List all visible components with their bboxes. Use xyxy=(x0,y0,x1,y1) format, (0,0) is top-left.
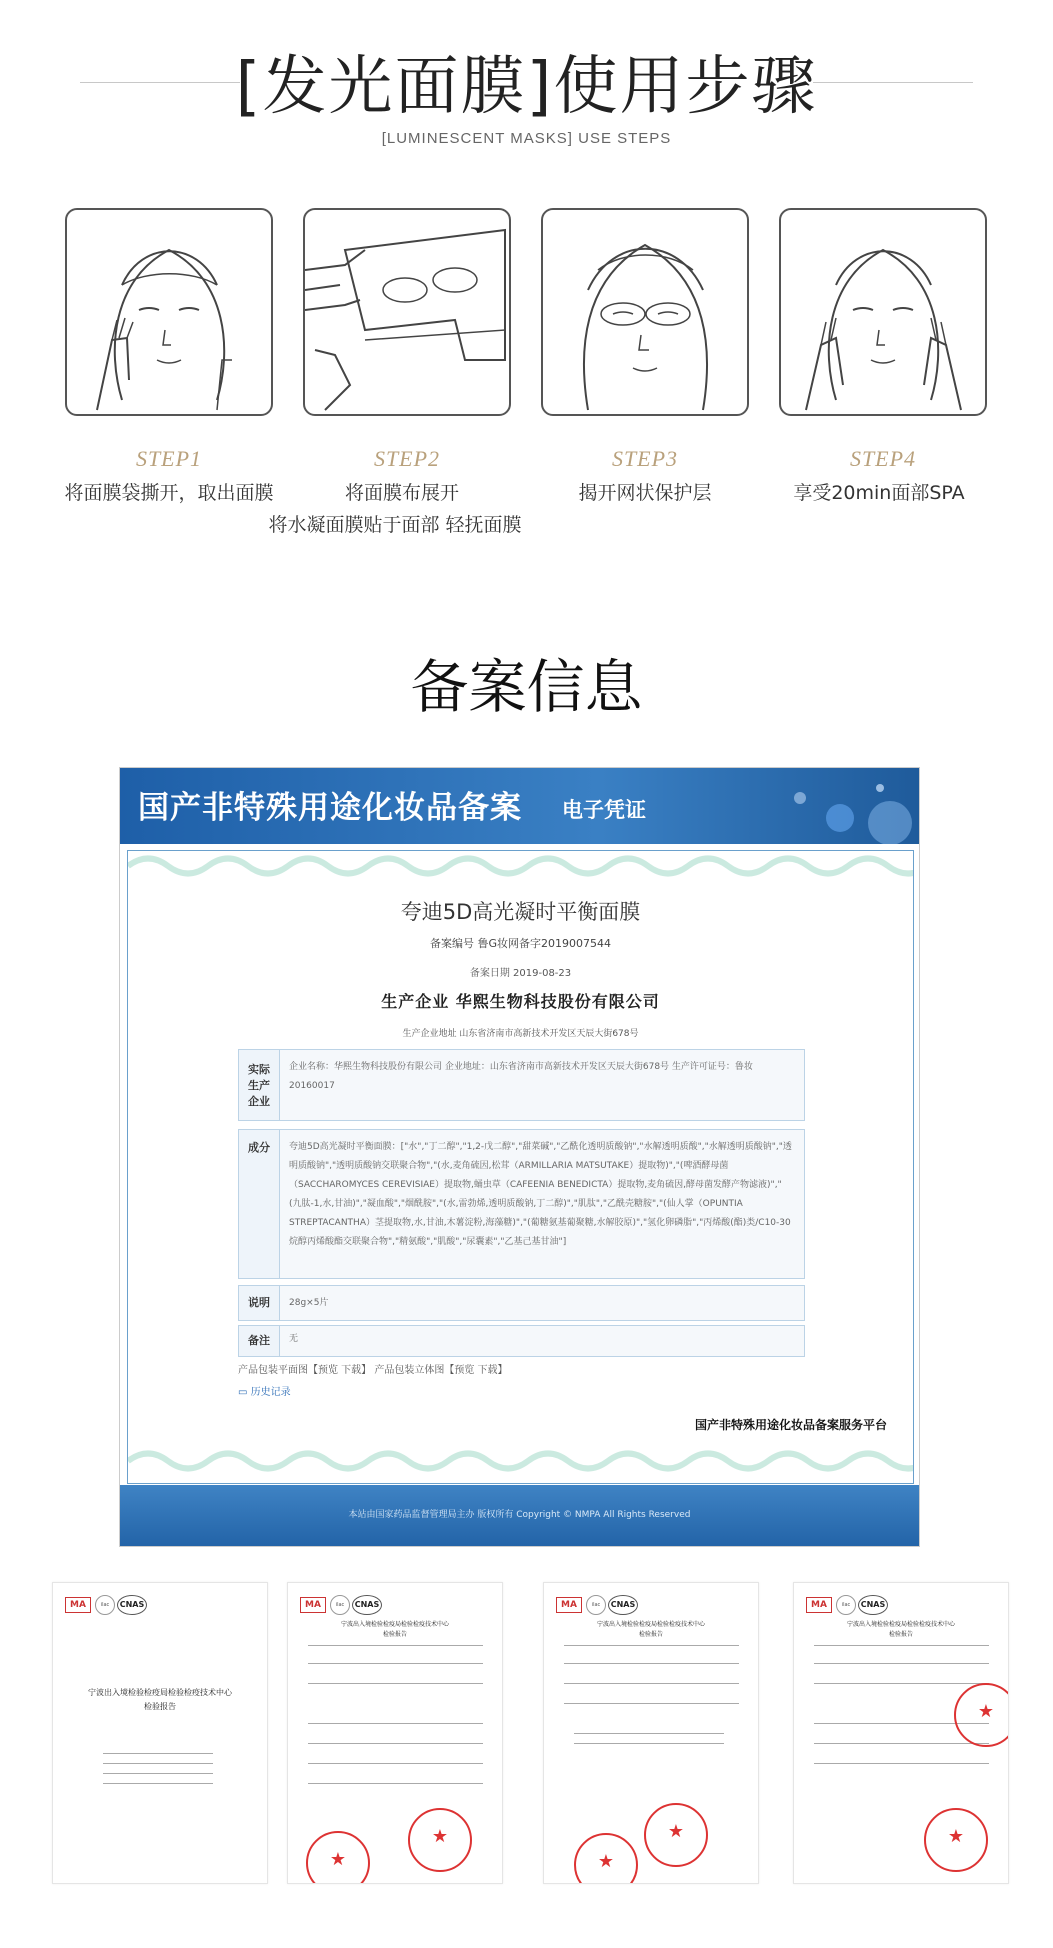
record-number: 备案编号 鲁G妆网备字2019007544 xyxy=(429,937,611,950)
report-subtitle: 检验报告 xyxy=(382,1631,407,1638)
report-line xyxy=(103,1773,213,1774)
report-title: 宁波出入境检验检疫局检验检疫技术中心 xyxy=(846,1621,955,1628)
product-name: 夸迪5D高光凝时平衡面膜 xyxy=(400,900,641,924)
report-table-line xyxy=(564,1703,739,1704)
stamp-star-icon: ★ xyxy=(667,1821,685,1842)
report-table-line xyxy=(308,1683,483,1684)
step2-desc-line2: 将水凝面膜贴于面部 轻抚面膜 xyxy=(268,514,522,536)
report-table-line xyxy=(308,1663,483,1664)
step4-desc: 享受20min面部SPA xyxy=(793,482,965,504)
page-subtitle: [LUMINESCENT MASKS] USE STEPS xyxy=(381,130,672,147)
ilac-logo: ilac xyxy=(330,1595,350,1615)
certificate-footer xyxy=(120,1485,919,1546)
step1-label: STEP1 xyxy=(135,446,203,471)
certificate-header xyxy=(120,768,919,844)
red-stamp xyxy=(954,1683,1009,1747)
test-report-page-3 xyxy=(543,1582,759,1884)
ilac-logo: ilac xyxy=(95,1595,115,1615)
record-certificate xyxy=(119,767,920,1547)
description-box xyxy=(238,1285,805,1321)
report-subtitle: 检验报告 xyxy=(144,1702,176,1711)
stamp-star-icon: ★ xyxy=(431,1826,449,1847)
report-table-line xyxy=(308,1783,483,1784)
test-report-page-4 xyxy=(793,1582,1009,1884)
report-table-line xyxy=(814,1663,989,1664)
red-stamp xyxy=(574,1833,638,1884)
company-address: 生产企业地址 山东省济南市高新技术开发区天辰大街678号 xyxy=(402,1029,639,1039)
report-table-line xyxy=(308,1763,483,1764)
report-title: 宁波出入境检验检疫局检验检疫技术中心 xyxy=(596,1621,705,1628)
test-report-cover xyxy=(52,1582,268,1884)
ilac-logo: ilac xyxy=(586,1595,606,1615)
certificate-header-sub: 电子凭证 xyxy=(562,797,646,822)
cnas-logo: CNAS xyxy=(858,1595,888,1615)
enterprise-label-2: 生产 xyxy=(248,1079,270,1092)
report-title: 宁波出入境检验检疫局检验检疫技术中心 xyxy=(340,1621,449,1628)
certificate-body xyxy=(127,850,914,1484)
description-label: 说明 xyxy=(248,1296,270,1309)
report-table-line xyxy=(308,1743,483,1744)
footer-copyright: 本站由国家药品监督管理局主办 版权所有 Copyright © NMPA All Rights Reserved xyxy=(348,1510,691,1520)
cma-logo: MA xyxy=(556,1597,582,1613)
step4-label: STEP4 xyxy=(849,446,917,471)
red-stamp xyxy=(644,1803,708,1867)
report-title: 宁波出入境检验检疫局检验检疫技术中心 xyxy=(88,1688,232,1697)
ingredients-label: 成分 xyxy=(248,1141,270,1154)
remark-box xyxy=(238,1325,805,1357)
report-table-line xyxy=(814,1683,989,1684)
step3-desc: 揭开网状保护层 xyxy=(578,482,712,504)
package-links[interactable]: 产品包装平面图【预览 下载】 产品包装立体图【预览 下载】 xyxy=(238,1365,508,1376)
stamp-star-icon: ★ xyxy=(977,1701,995,1722)
cnas-logo: CNAS xyxy=(608,1595,638,1615)
ingredients-box xyxy=(238,1129,805,1279)
platform-name: 国产非特殊用途化妆品备案服务平台 xyxy=(694,1418,887,1432)
test-report-page-2 xyxy=(287,1582,503,1884)
report-table-line xyxy=(574,1733,724,1734)
report-subtitle: 检验报告 xyxy=(638,1631,663,1638)
ingredients-text: 夸迪5D高光凝时平衡面膜：["水","丁二醇","1,2-戊二醇","甜菜碱","乙酰化透明质酸钠","水解透明质酸","水解透明质酸钠","透明质酸钠","透明质酸钠交联聚合物","(水,麦角硫因,松茸（ARMILLARIA MATSUTAKE）提取物)","(啤酒酵母菌（SACCHAROMYCES CEREVISIAE）提取物,蛹虫草（CAFEENIA BENEDICTA）提取物,麦角硫因,酵母菌发酵产物滤液)","(九肽-1,水,甘油)","凝血酸","烟酰胺","(水,雷勃烯,透明质酸钠,丁二醇)","肌肽","乙酰壳糖胺","(仙人掌（OPUNTIA STREPTACANTHA）茎提取物,水,甘油,木薯淀粉,海藻糖)","(葡糖氨基葡聚糖,水解胶原)","氢化卵磷脂","丙烯酸(酯)类/C10-30 烷醇丙烯酸酯交联聚合物","精氨酸","肌酸","尿囊素","乙基己基甘油"] xyxy=(289,1142,792,1247)
step1-desc: 将面膜袋撕开，取出面膜 xyxy=(64,482,274,504)
stamp-star-icon: ★ xyxy=(947,1826,965,1847)
record-title: 备案信息 xyxy=(410,653,643,721)
report-table-line xyxy=(564,1663,739,1664)
remark-text: 无 xyxy=(289,1334,299,1344)
step2-label: STEP2 xyxy=(373,446,441,471)
red-stamp xyxy=(408,1808,472,1872)
top-wave-pattern xyxy=(128,851,913,881)
history-icon: ▭ xyxy=(238,1387,251,1398)
report-table-line xyxy=(814,1763,989,1764)
report-table-line xyxy=(564,1683,739,1684)
report-line xyxy=(103,1753,213,1754)
ilac-logo: ilac xyxy=(836,1595,856,1615)
step3-label: STEP3 xyxy=(611,446,679,471)
page-title: [发光面膜]使用步骤 xyxy=(235,50,818,124)
history-label: 历史记录 xyxy=(250,1387,291,1398)
description-text: 28g×5片 xyxy=(289,1298,329,1308)
cma-logo: MA xyxy=(300,1597,326,1613)
record-date: 备案日期 2019-08-23 xyxy=(469,968,572,979)
report-table-line xyxy=(574,1743,724,1744)
bottom-wave-pattern xyxy=(128,1446,913,1476)
cma-logo: MA xyxy=(806,1597,832,1613)
remark-label: 备注 xyxy=(248,1334,270,1347)
red-stamp xyxy=(306,1831,370,1884)
report-table-line xyxy=(814,1645,989,1646)
report-table-line xyxy=(308,1723,483,1724)
enterprise-box xyxy=(238,1049,805,1121)
stamp-star-icon: ★ xyxy=(329,1849,347,1870)
company-name: 生产企业 华熙生物科技股份有限公司 xyxy=(381,992,660,1011)
enterprise-label-1: 实际 xyxy=(248,1063,270,1076)
report-subtitle: 检验报告 xyxy=(888,1631,913,1638)
step1-illustration xyxy=(65,208,273,416)
report-line xyxy=(103,1783,213,1784)
cnas-logo: CNAS xyxy=(352,1595,382,1615)
enterprise-text: 企业名称：华熙生物科技股份有限公司 企业地址：山东省济南市高新技术开发区天辰大街678号 生产许可证号：鲁妆20160017 xyxy=(289,1062,753,1091)
cma-logo: MA xyxy=(65,1597,91,1613)
report-table-line xyxy=(308,1645,483,1646)
report-table-line xyxy=(814,1743,989,1744)
step2-illustration xyxy=(303,208,511,416)
report-line xyxy=(103,1763,213,1764)
stamp-star-icon: ★ xyxy=(597,1851,615,1872)
report-table-line xyxy=(564,1645,739,1646)
cnas-logo: CNAS xyxy=(117,1595,147,1615)
history-link[interactable] xyxy=(238,1383,291,1398)
step3-illustration xyxy=(541,208,749,416)
enterprise-label-3: 企业 xyxy=(248,1095,270,1108)
step4-illustration xyxy=(779,208,987,416)
red-stamp xyxy=(924,1808,988,1872)
step2-desc: 将面膜布展开 xyxy=(344,482,459,504)
certificate-header-title: 国产非特殊用途化妆品备案 xyxy=(138,790,522,826)
